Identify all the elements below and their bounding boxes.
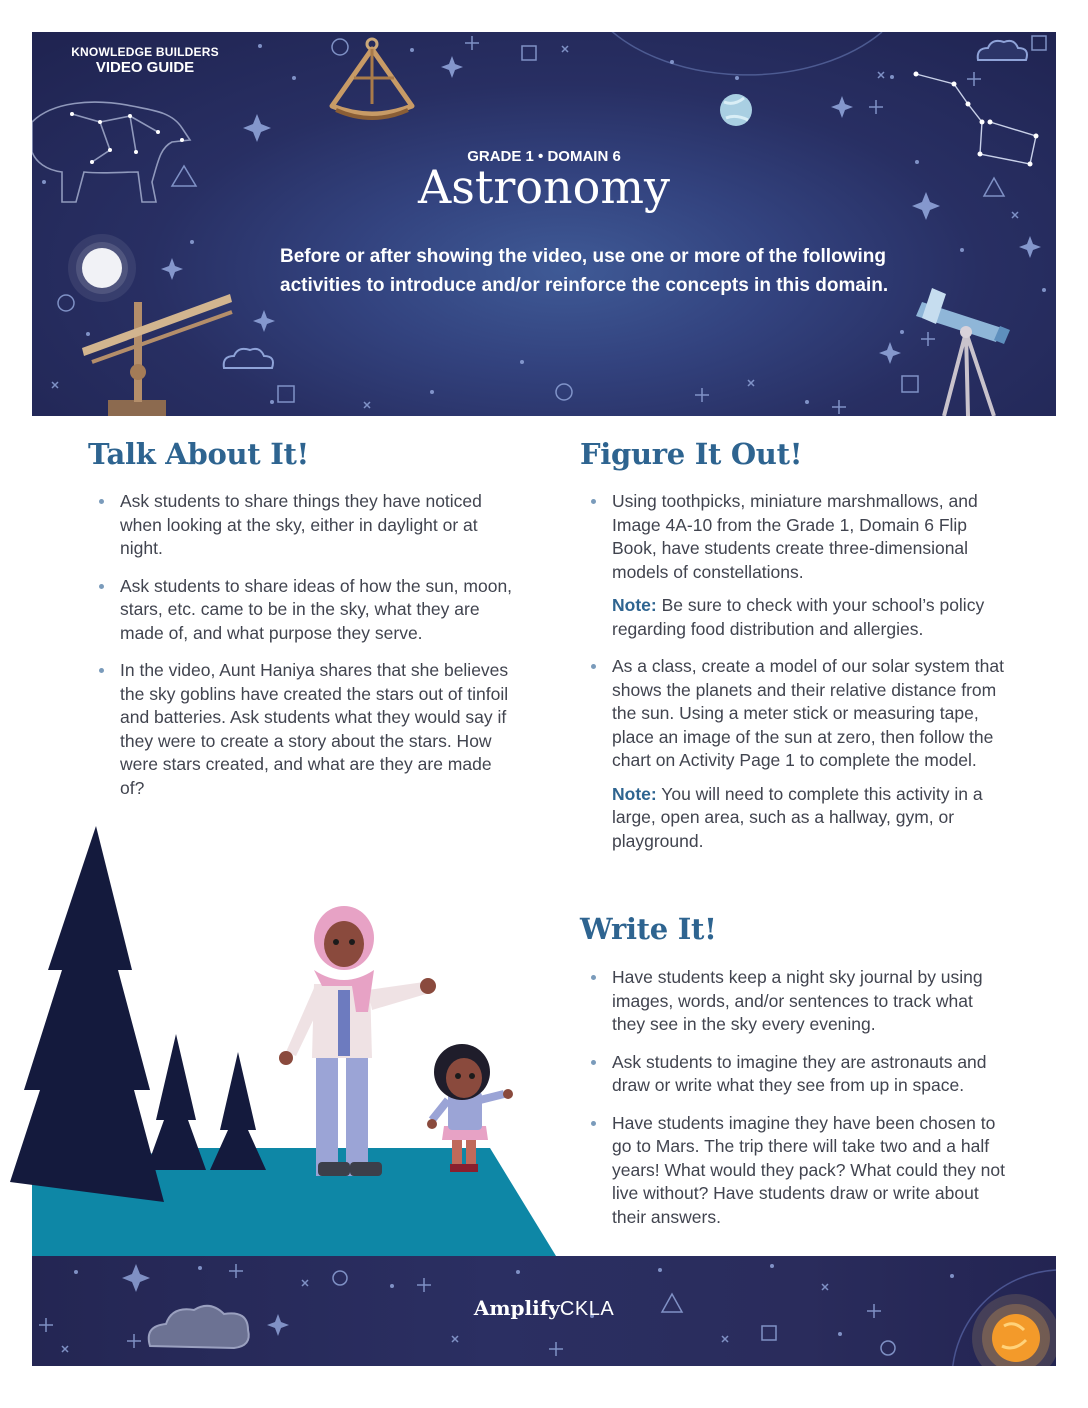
brand-ckla: CKLA: [559, 1298, 615, 1320]
note-label: Note:: [612, 595, 657, 615]
moon-icon: [68, 234, 136, 302]
talk-about-it-list: [88, 490, 518, 814]
list-item: In the video, Aunt Haniya shares that she believes the sky goblins have created the stars out of tinfoil and batteries. Ask students what they would say if they were to create a story about the stars. How were stars created, and what are they are made of?: [88, 659, 518, 800]
telescope-icon: [82, 294, 232, 416]
page-title: Astronomy: [418, 160, 670, 214]
talk-about-it-heading: Talk About It!: [88, 437, 309, 471]
note: [580, 783, 1010, 854]
list-item: [580, 655, 1010, 853]
note-label: Note:: [612, 783, 657, 804]
characters-scene-illustration: [0, 820, 600, 1260]
tree-icon: [146, 1034, 206, 1170]
header-banner: [32, 32, 1056, 416]
intro-text: Before or after showing the video, use one or more of the following activities to introduce and/or reinforce the concepts in this domain.: [280, 246, 889, 296]
note: [580, 594, 1010, 641]
aunt-haniya-character: [279, 906, 436, 1176]
list-item-text: Using toothpicks, miniature marshmallows, and Image 4A-10 from the Grade 1, Domain 6 Flip Book, have students create three-dimensional models of constellations.: [612, 491, 978, 582]
write-it-heading: Write It!: [580, 912, 717, 946]
guide-label-line1: KNOWLEDGE BUILDERS: [71, 45, 219, 59]
list-item: Have students keep a night sky journal by using images, words, and/or sentences to track what they see in the sky every evening.: [580, 966, 1010, 1037]
footer-banner: [32, 1256, 1056, 1366]
figure-it-out-list: [580, 490, 1010, 867]
list-item: Ask students to share things they have noticed when looking at the sky, either in daylight or at night.: [88, 490, 518, 561]
sextant-icon: [332, 39, 412, 118]
brand-amplify: Amplify: [473, 1296, 560, 1320]
list-item: Have students imagine they have been chosen to go to Mars. The trip there will take two and a half years! What would they pack? What could they not live without? Have students draw or write about their answers.: [580, 1112, 1010, 1230]
guide-label-line2: VIDEO GUIDE: [95, 59, 195, 76]
telescope-icon: [916, 288, 1010, 416]
video-guide-label: [70, 45, 220, 75]
starfield-illustration: [32, 32, 1056, 416]
note-text: You will need to complete this activity in a large, open area, such as a hallway, gym, or playground.: [612, 783, 983, 851]
amplify-ckla-logo: [32, 1296, 1056, 1321]
figure-it-out-heading: Figure It Out!: [580, 437, 803, 471]
list-item-text: As a class, create a model of our solar system that shows the planets and their relative distance from the sun. Using a meter stick or measuring tape, place an image of the sun at zero, then follow the chart on Activity Page 1 to complete the model.: [612, 656, 1004, 770]
list-item: Ask students to share ideas of how the sun, moon, stars, etc. came to be in the sky, what they are made of, and what purpose they serve.: [88, 575, 518, 646]
list-item: Ask students to imagine they are astronauts and draw or write what they see from up in space.: [580, 1051, 1010, 1098]
list-item: [580, 490, 1010, 641]
note-text: Be sure to check with your school’s policy regarding food distribution and allergies.: [612, 595, 985, 639]
grade-domain-label: GRADE 1 • DOMAIN 6: [467, 148, 621, 165]
write-it-list: [580, 966, 1010, 1243]
planet-icon: [720, 94, 752, 126]
tree-icon: [210, 1052, 266, 1170]
tree-icon: [10, 826, 164, 1202]
